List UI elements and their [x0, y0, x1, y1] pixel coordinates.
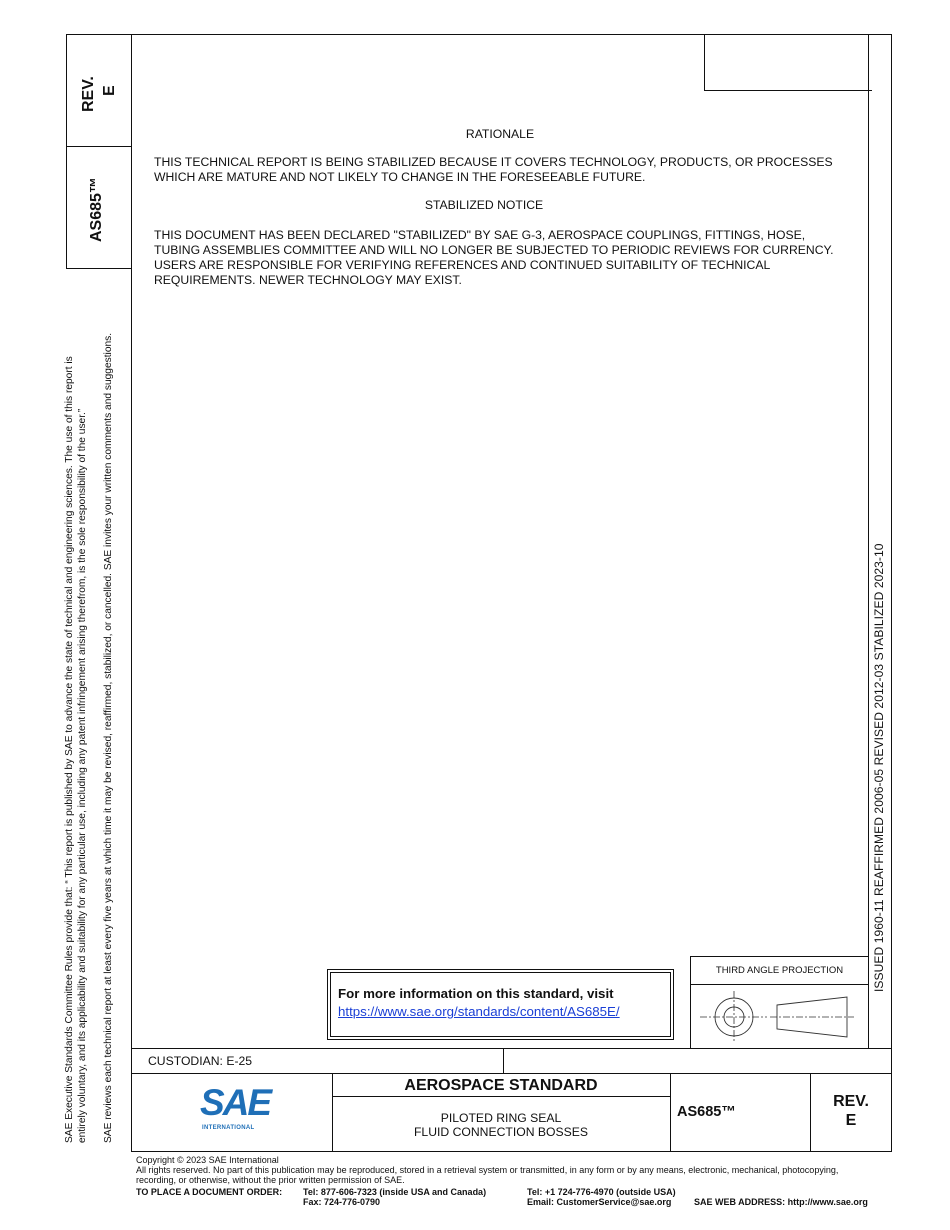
- side-policy-line3: SAE reviews each technical report at least every five years at which time it may be revised, reaffirmed, stabilized, or cancelled. SAE invites your written comments and suggestions.: [103, 332, 114, 1143]
- stabilized-heading: STABILIZED NOTICE: [424, 198, 544, 212]
- tel-usa: Tel: 877-606-7323 (inside USA and Canada): [303, 1187, 487, 1197]
- copyright: Copyright © 2023 SAE International: [136, 1155, 279, 1165]
- sae-logo-text: SAE: [200, 1082, 271, 1123]
- tel-outside: Tel: +1 724-776-4970 (outside USA): [527, 1187, 676, 1197]
- side-rev-label: REV.: [80, 76, 97, 112]
- projection-label: THIRD ANGLE PROJECTION: [715, 965, 844, 976]
- title-line1: PILOTED RING SEAL: [440, 1111, 562, 1125]
- title-block-row-line: [131, 1073, 892, 1074]
- title-block-rev-label: REV.: [833, 1093, 869, 1110]
- top-right-box-bottom: [704, 90, 872, 91]
- info-box: [327, 969, 674, 1040]
- title-block-rev-value: E: [845, 1112, 857, 1129]
- side-rev-box: [66, 34, 132, 147]
- side-rev-value: E: [101, 85, 118, 96]
- email[interactable]: Email: CustomerService@sae.org: [527, 1197, 672, 1207]
- category-divider: [670, 1074, 671, 1152]
- title-line2: FLUID CONNECTION BOSSES: [413, 1125, 589, 1139]
- side-policy-line1: SAE Executive Standards Committee Rules provide that: “ This report is published by SAE to advance the state of technical and engineering sciences. The use of this report is: [64, 356, 75, 1143]
- third-angle-projection-icon: [692, 986, 867, 1046]
- custodian-divider: [503, 1048, 504, 1074]
- date-strip-divider: [868, 34, 869, 1048]
- issue-dates: ISSUED 1960-11 REAFFIRMED 2006-05 REVISED 2012-03 STABILIZED 2023-10: [872, 543, 886, 992]
- custodian-label: CUSTODIAN: E-25: [148, 1054, 253, 1068]
- info-box-text: For more information on this standard, visit: [338, 986, 614, 1001]
- category-title: AEROSPACE STANDARD: [404, 1077, 598, 1094]
- title-block-top-line: [131, 1048, 892, 1049]
- category-underline: [332, 1096, 670, 1097]
- side-policy-line2: entirely voluntary, and its applicability and suitability for any particular use, including any patent infringement arising therefrom, is the sole responsibility of the user.”: [77, 408, 88, 1143]
- side-doc-number: AS685™: [88, 177, 105, 242]
- rationale-heading: RATIONALE: [465, 127, 535, 141]
- rights-line2: recording, or otherwise, without the prior written permission of SAE.: [136, 1175, 405, 1185]
- top-right-box: [704, 34, 705, 91]
- standard-link[interactable]: https://www.sae.org/standards/content/AS685E/: [338, 1004, 620, 1019]
- fax: Fax: 724-776-0790: [303, 1197, 381, 1207]
- rights-line1: All rights reserved. No part of this publication may be reproduced, stored in a retrieval system or transmitted, in any form or by any means, electronic, mechanical, photocopying,: [136, 1165, 839, 1175]
- web-address[interactable]: SAE WEB ADDRESS: http://www.sae.org: [694, 1197, 868, 1207]
- rationale-text: THIS TECHNICAL REPORT IS BEING STABILIZED BECAUSE IT COVERS TECHNOLOGY, PRODUCTS, OR PROCESSES WHICH ARE MATURE AND NOT LIKELY TO CHANGE IN THE FORESEEABLE FUTURE.: [154, 155, 833, 184]
- title-block-doc-number: AS685™: [677, 1104, 736, 1120]
- order-label: TO PLACE A DOCUMENT ORDER:: [136, 1187, 283, 1197]
- sae-logo: [200, 1082, 271, 1136]
- sae-logo-subtext: INTERNATIONAL: [202, 1125, 255, 1131]
- projection-divider: [690, 984, 869, 985]
- stabilized-text: THIS DOCUMENT HAS BEEN DECLARED "STABILIZED" BY SAE G-3, AEROSPACE COUPLINGS, FITTINGS, HOSE, TUBING ASSEMBLIES COMMITTEE AND WILL NO LONGER BE SUBJECTED TO PERIODIC REVIEWS FOR CURRENCY. USERS ARE RESPONSIBLE FOR VERIFYING REFERENCES AND CONTINUED SUITABILITY OF TECHNICAL REQUIREMENTS. NEWER TECHNOLOGY MAY EXIST.: [154, 228, 834, 287]
